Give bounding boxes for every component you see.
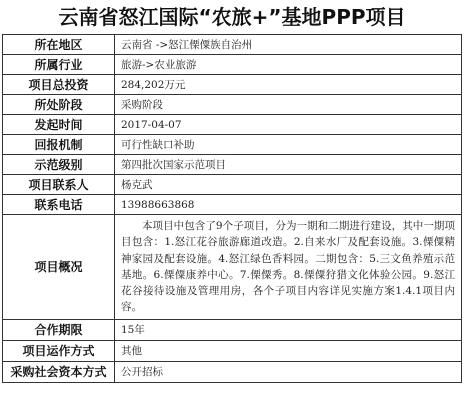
table-row-procurement-method	[3, 361, 462, 382]
row-value: 第四批次国家示范项目	[115, 155, 462, 175]
table-row-phone	[3, 195, 462, 215]
row-label: 示范级别	[3, 155, 115, 175]
row-label: 项目概况	[3, 215, 115, 320]
row-label: 回报机制	[3, 135, 115, 155]
row-label: 联系电话	[3, 195, 115, 215]
table-row-operation-mode	[3, 340, 462, 361]
row-label: 项目总投资	[3, 75, 115, 95]
row-value: 13988663868	[115, 195, 462, 215]
row-label: 合作期限	[3, 319, 115, 340]
row-value: 采购阶段	[115, 95, 462, 115]
row-value: 旅游->农业旅游	[115, 55, 462, 75]
row-value: 15年	[115, 319, 462, 340]
row-label: 采购社会资本方式	[3, 361, 115, 382]
overview-text: 本项目中包含了9个子项目，分为一期和二期进行建设，其中一期项目包含：1.怒江花谷旅游廊道改造。2.自来水厂及配套设施。3.傈僳精神家园及配套设施。4.怒江绿色香料园。二期包含：5.三文鱼养殖示范基地。6.傈僳康养中心。7.傈僳秀。8.傈僳狩猎文化体验公园。9.怒江花谷接待设施及管理用房，各个子项目内容详见实施方案1.4.1项目内容。	[115, 215, 462, 320]
row-label: 项目运作方式	[3, 340, 115, 361]
row-value: 284,202万元	[115, 75, 462, 95]
table-row-launch-date	[3, 115, 462, 135]
row-value: 云南省 ->怒江傈僳族自治州	[115, 35, 462, 55]
row-value: 2017-04-07	[115, 115, 462, 135]
table-row-industry	[3, 55, 462, 75]
table-row-total-investment	[3, 75, 462, 95]
row-label: 所属行业	[3, 55, 115, 75]
row-value: 杨克武	[115, 175, 462, 195]
project-info-table	[2, 34, 462, 383]
page-title: 云南省怒江国际“农旅+”基地PPP项目	[58, 5, 406, 29]
row-label: 所在地区	[3, 35, 115, 55]
table-row-overview	[3, 215, 462, 320]
table-row-cooperation-period	[3, 319, 462, 340]
row-value: 其他	[115, 340, 462, 361]
table-row-stage	[3, 95, 462, 115]
row-value: 公开招标	[115, 361, 462, 382]
table-row-region	[3, 35, 462, 55]
row-label: 所处阶段	[3, 95, 115, 115]
table-row-contact	[3, 175, 462, 195]
row-label: 项目联系人	[3, 175, 115, 195]
table-row-demo-level	[3, 155, 462, 175]
table-row-return-mechanism	[3, 135, 462, 155]
row-value: 可行性缺口补助	[115, 135, 462, 155]
row-label: 发起时间	[3, 115, 115, 135]
